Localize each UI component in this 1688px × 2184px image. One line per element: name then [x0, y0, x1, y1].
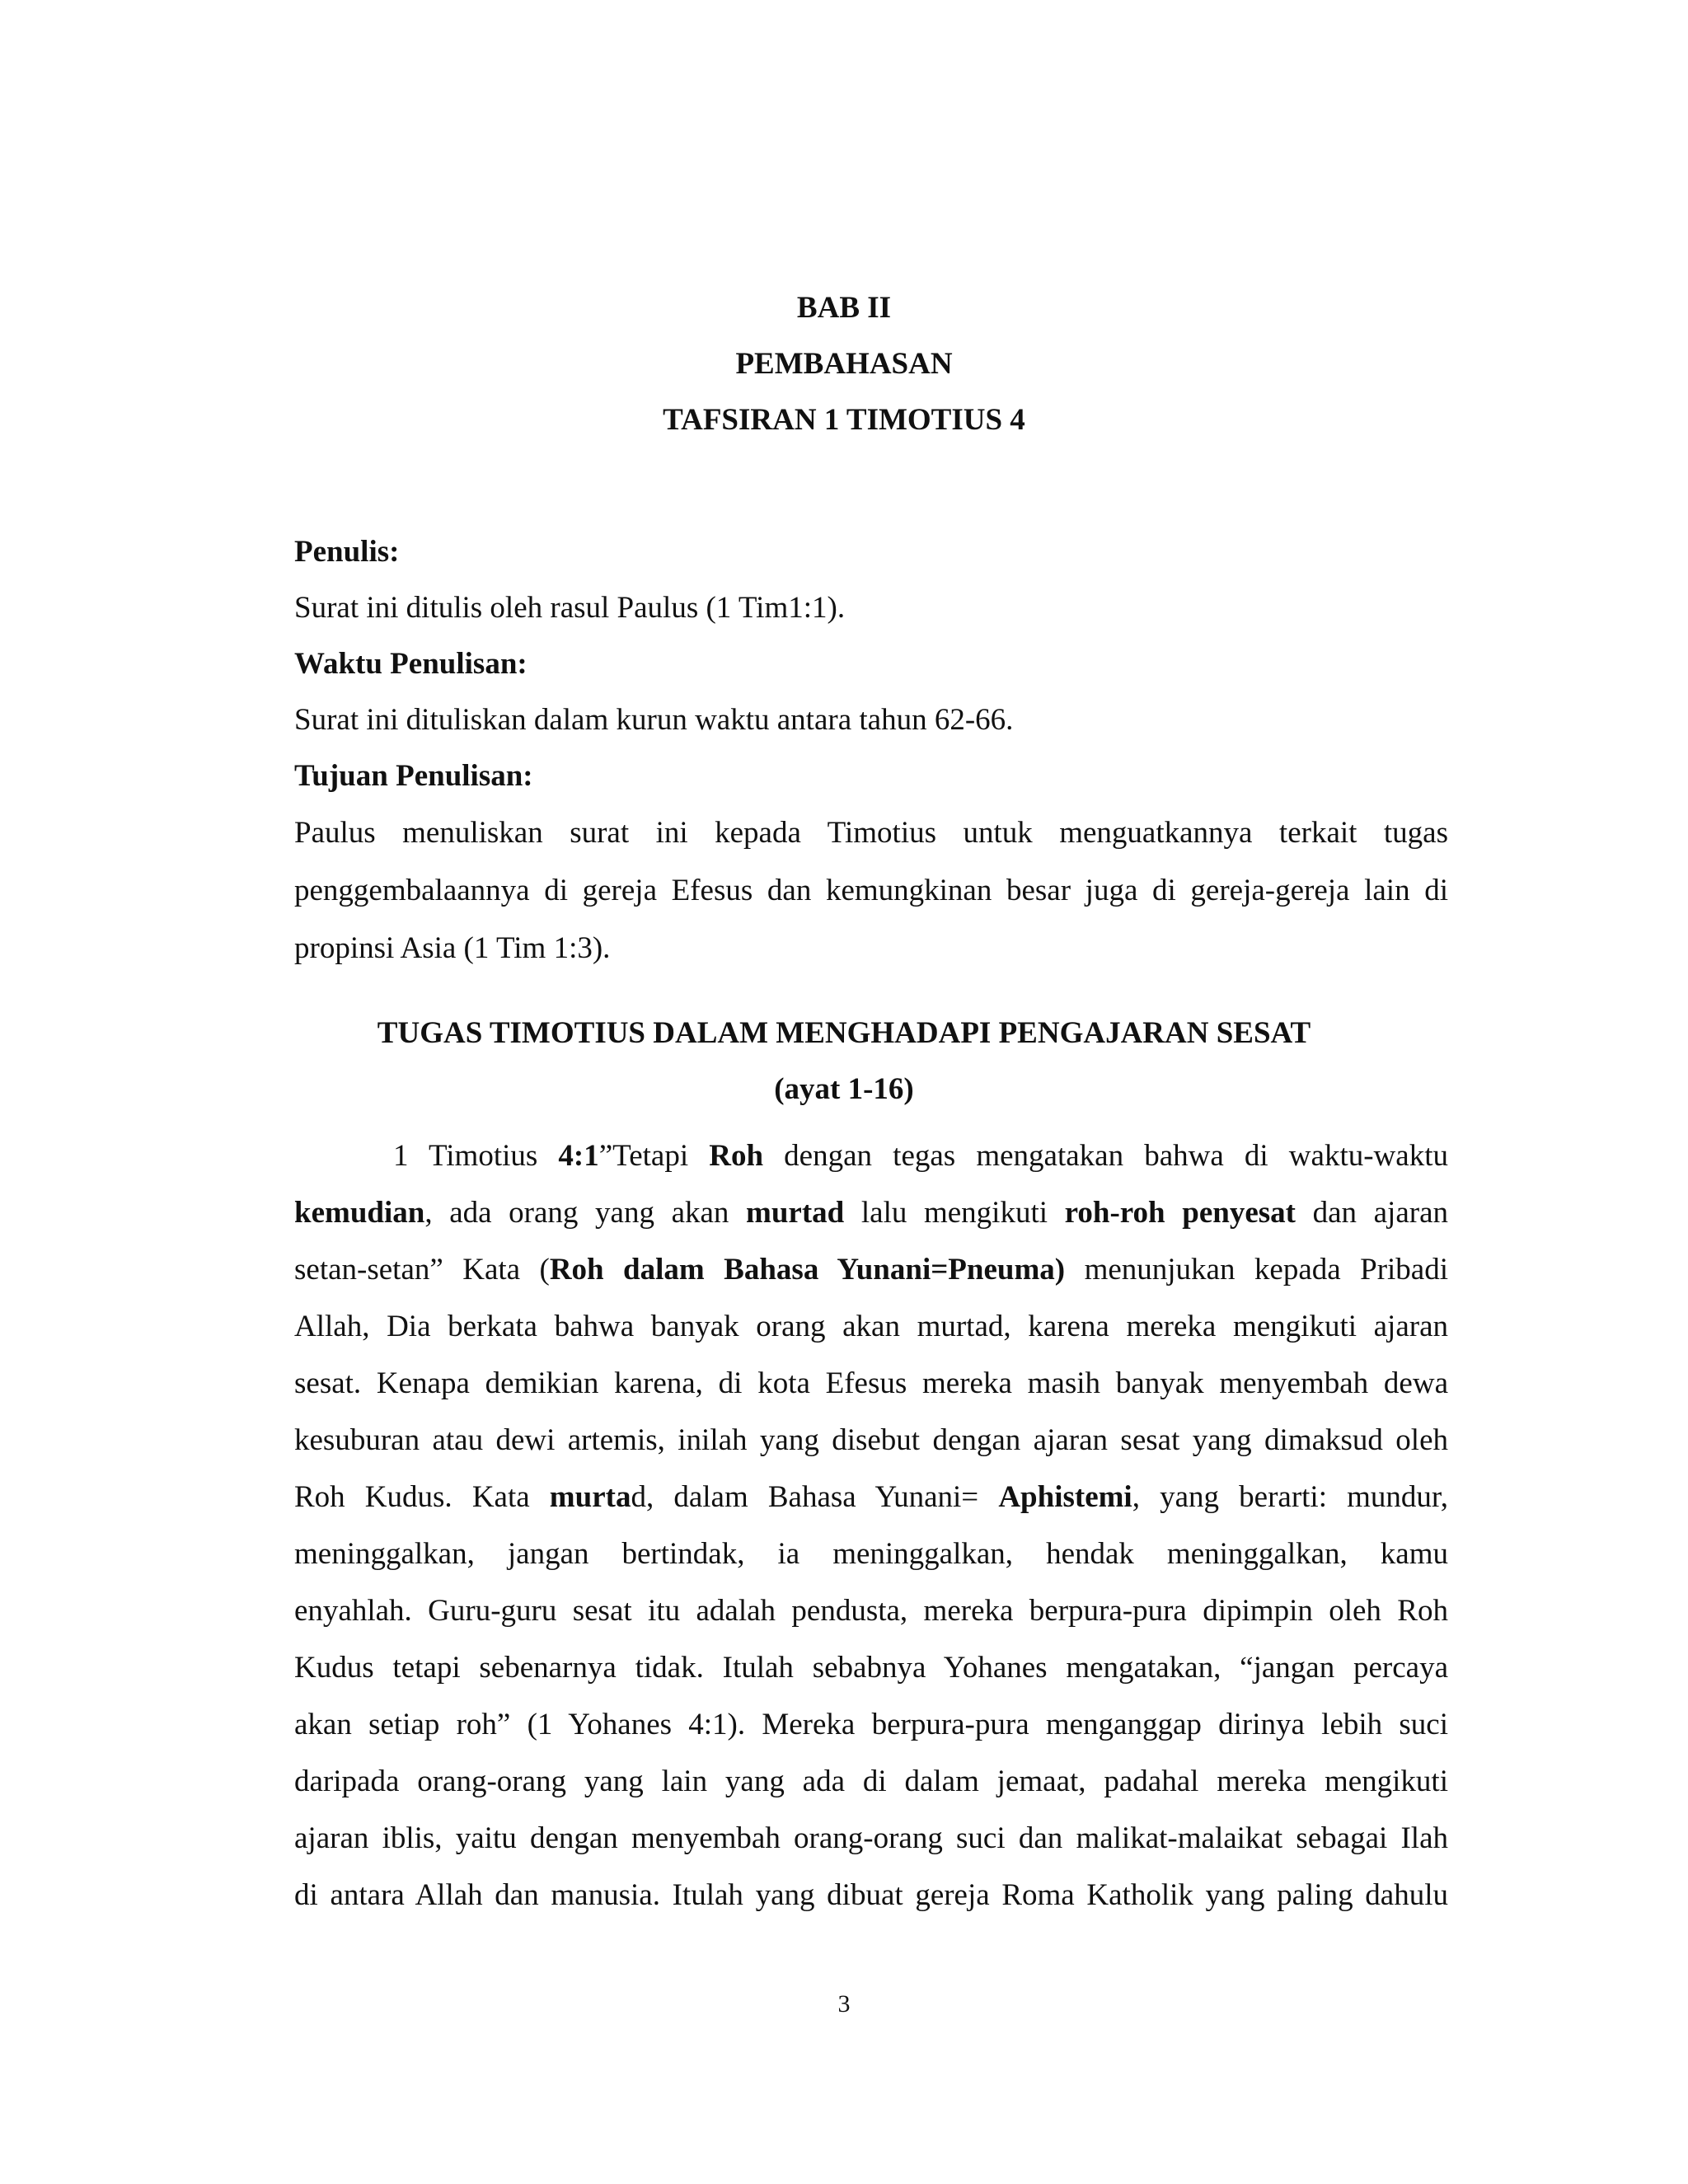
meta-block	[294, 524, 1448, 977]
body-line: ajaran iblis, yaitu dengan menyembah orang-orang suci dan malikat-malaikat sebagai Ilah	[294, 1821, 1448, 1855]
body-line	[294, 1127, 1448, 1184]
bold-run: kemudian	[294, 1196, 425, 1230]
body-line	[294, 1184, 1448, 1241]
topic-heading: TUGAS TIMOTIUS DALAM MENGHADAPI PENGAJARAN SESAT	[377, 1016, 1311, 1050]
body-line: daripada orang-orang yang lain yang ada di dalam jemaat, padahal mereka mengikuti	[294, 1765, 1448, 1798]
body-line: kesuburan atau dewi artemis, inilah yang disebut dengan ajaran sesat yang dimaksud oleh	[294, 1423, 1448, 1457]
text-run: menunjukan kepada Pribadi	[1065, 1253, 1448, 1286]
chapter-heading: BAB II	[796, 291, 892, 325]
text-run: lalu mengikuti	[844, 1196, 1065, 1230]
body-line: meninggalkan, jangan bertindak, ia meninggalkan, hendak meninggalkan, kamu	[294, 1537, 1448, 1571]
time-label: Waktu Penulisan:	[294, 647, 528, 681]
text-run: setan-setan” Kata (	[294, 1253, 550, 1286]
body-line	[294, 1241, 1448, 1298]
body-line	[294, 1469, 1448, 1526]
bold-run: murtad	[746, 1196, 845, 1230]
bold-run: Aphistemi	[998, 1480, 1132, 1514]
body-paragraph	[294, 1127, 1448, 1924]
bold-run: Roh dalam Bahasa Yunani=Pneuma)	[549, 1253, 1066, 1286]
text-run: dengan tegas mengatakan bahwa di waktu-waktu	[763, 1139, 1448, 1173]
text-run: , yang berarti: mundur,	[1132, 1480, 1448, 1514]
text-run: dan ajaran	[1295, 1196, 1448, 1230]
time-text: Surat ini dituliskan dalam kurun waktu antara tahun 62-66.	[294, 703, 1014, 737]
body-line: enyahlah. Guru-guru sesat itu adalah pendusta, mereka berpura-pura dipimpin oleh Roh	[294, 1594, 1448, 1628]
author-label: Penulis:	[294, 535, 400, 569]
section-heading: PEMBAHASAN	[735, 347, 953, 381]
author-text: Surat ini ditulis oleh rasul Paulus (1 Tim1:1).	[294, 591, 846, 625]
purpose-label: Tujuan Penulisan:	[294, 759, 533, 793]
bold-run: murta	[549, 1480, 631, 1514]
text-run: , ada orang yang akan	[424, 1196, 747, 1230]
body-line: Allah, Dia berkata bahwa banyak orang akan murtad, karena mereka mengikuti ajaran	[294, 1310, 1448, 1343]
body-line: Kudus tetapi sebenarnya tidak. Itulah sebabnya Yohanes mengatakan, “jangan percaya	[294, 1651, 1448, 1685]
text-run: d, dalam Bahasa Yunani=	[631, 1480, 999, 1514]
bold-run: 4:1	[558, 1139, 599, 1173]
bold-run: Roh	[709, 1139, 764, 1173]
purpose-line: penggembalaannya di gereja Efesus dan kemungkinan besar juga di gereja-gereja lain di	[294, 874, 1448, 907]
page-number: 3	[837, 1990, 851, 2018]
purpose-line: propinsi Asia (1 Tim 1:3).	[294, 931, 611, 965]
purpose-line: Paulus menuliskan surat ini kepada Timotius untuk menguatkannya terkait tugas	[294, 816, 1448, 850]
topic-verses: (ayat 1-16)	[774, 1072, 914, 1106]
body-line: di antara Allah dan manusia. Itulah yang dibuat gereja Roma Katholik yang paling dahulu	[294, 1878, 1448, 1912]
body-line: sesat. Kenapa demikian karena, di kota Efesus mereka masih banyak menyembah dewa	[294, 1366, 1448, 1400]
bold-run: roh-roh penyesat	[1064, 1196, 1296, 1230]
text-run: 1 Timotius	[393, 1139, 559, 1173]
subtitle-heading: TAFSIRAN 1 TIMOTIUS 4	[663, 403, 1025, 437]
text-run: ”Tetapi	[598, 1139, 710, 1173]
text-run: Roh Kudus. Kata	[294, 1480, 550, 1514]
body-line: akan setiap roh” (1 Yohanes 4:1). Mereka berpura-pura menganggap dirinya lebih suci	[294, 1708, 1448, 1741]
